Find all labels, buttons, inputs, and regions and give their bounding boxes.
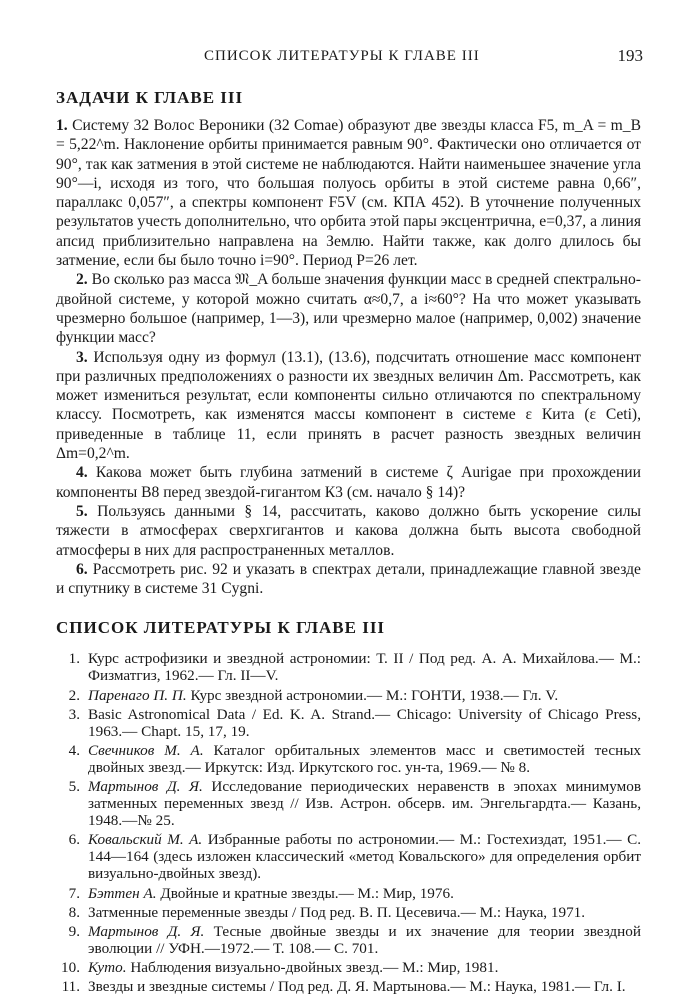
reference-author: Бэттен А. bbox=[88, 884, 157, 902]
reference-author: Паренаго П. П. bbox=[88, 686, 187, 704]
reference-number: 11. bbox=[61, 978, 80, 996]
reference-number: 9. bbox=[68, 922, 80, 940]
problem-item bbox=[56, 348, 641, 464]
page-number: 193 bbox=[617, 46, 643, 65]
running-head bbox=[56, 44, 641, 70]
reference-text: Каталог орбитальных элементов масс и светимостей тесных двойных звезд.— Иркутск: Изд. Иркутского гос. ун-та, 1969.— № 8. bbox=[88, 741, 642, 776]
problem-item bbox=[56, 560, 641, 599]
reference-author: Мартынов Д. Я. bbox=[88, 922, 205, 940]
problem-text: Пользуясь данными § 14, рассчитать, каково должно быть ускорение силы тяжести в атмосферах сверхгигантов и какова должна быть высота свободной атмосферы в них для распространенных металлов. bbox=[56, 502, 641, 559]
problems-list bbox=[56, 116, 641, 598]
reference-text: Исследование периодических неравенств в эпохах минимумов затменных переменных звезд // Изв. Астрон. обсерв. им. Энгельгардта.— Казань, 1948.—№ 25. bbox=[88, 778, 642, 830]
problem-item bbox=[56, 502, 641, 560]
reference-text: Курс звездной астрономии.— М.: ГОНТИ, 1938.— Гл. V. bbox=[190, 686, 559, 704]
reference-number: 3. bbox=[68, 705, 80, 723]
reference-author: Мартынов Д. Я. bbox=[88, 778, 203, 796]
problem-number: 5. bbox=[76, 502, 88, 520]
reference-number: 4. bbox=[68, 741, 80, 759]
problem-item bbox=[56, 116, 641, 270]
reference-item bbox=[56, 778, 641, 829]
reference-author: Ковальский М. А. bbox=[88, 831, 203, 849]
references-heading: СПИСОК ЛИТЕРАТУРЫ К ГЛАВЕ III bbox=[56, 618, 386, 638]
reference-item bbox=[56, 742, 641, 776]
reference-text: Курс астрофизики и звездной астрономии: Т. II / Под ред. А. А. Михайлова.— М.: Физматгиз, 1962.— Гл. II—V. bbox=[88, 650, 641, 685]
references-list bbox=[56, 650, 641, 995]
reference-item bbox=[56, 959, 641, 976]
reference-text: Затменные переменные звезды / Под ред. В. П. Цесевича.— М.: Наука, 1971. bbox=[88, 903, 586, 921]
problem-item bbox=[56, 463, 641, 502]
problem-item bbox=[56, 270, 641, 347]
problem-number: 1. bbox=[56, 117, 68, 134]
problem-number: 2. bbox=[76, 271, 88, 289]
problem-number: 4. bbox=[76, 464, 88, 482]
reference-item bbox=[56, 687, 641, 704]
reference-item bbox=[56, 978, 641, 995]
reference-text: Звезды и звездные системы / Под ред. Д. Я. Мартынова.— М.: Наука, 1981.— Гл. I. bbox=[88, 978, 626, 996]
reference-item bbox=[56, 706, 641, 740]
reference-item bbox=[56, 904, 641, 921]
reference-text: Тесные двойные звезды и их значение для теории звездной эволюции // УФН.—1972.— Т. 108.— С. 701. bbox=[88, 922, 642, 957]
running-title: СПИСОК ЛИТЕРАТУРЫ К ГЛАВЕ III bbox=[204, 48, 480, 64]
reference-item bbox=[56, 831, 641, 882]
reference-number: 8. bbox=[68, 903, 80, 921]
problems-heading: ЗАДАЧИ К ГЛАВЕ III bbox=[56, 88, 244, 107]
problem-text: Систему 32 Волос Вероники (32 Comae) образуют две звезды класса F5, m_A = m_B = 5,22^m. Наклонение орбиты принимается равным 90°. Фактически оно отличается от 90°, так как затмения в этой системе не наблюдаются. Найти наименьшее значение угла 90°—i, исходя из того, что большая полуось орбиты в этой системе равна 0,66″, параллакс 0,057″, а спектры компонент F5V (см. КПА 452). В уточнение полученных результатов учесть дополнительно, что орбита этой пары эксцентрична, e=0,37, а линия апсид приблизительно направлена на Землю. Найти также, как долго длилось бы затмение, если бы было точно i=90°. Период P=26 лет. bbox=[56, 117, 641, 270]
problem-text: Какова может быть глубина затмений в системе ζ Aurigae при прохождении компоненты B8 перед звездой-гигантом К3 (см. начало § 14)? bbox=[56, 464, 641, 501]
reference-number: 10. bbox=[61, 959, 80, 977]
reference-number: 5. bbox=[68, 778, 80, 796]
reference-author: Свечников М. А. bbox=[88, 741, 204, 759]
reference-text: Наблюдения визуально-двойных звезд.— М.: Мир, 1981. bbox=[130, 959, 499, 977]
reference-number: 7. bbox=[68, 884, 80, 902]
reference-number: 1. bbox=[68, 650, 80, 668]
reference-item bbox=[56, 885, 641, 902]
reference-item bbox=[56, 650, 641, 684]
problem-text: Во сколько раз масса 𝔐_A больше значения функции масс в средней спектрально-двойной системе, у которой можно считать α≈0,7, а i≈60°? На что может указывать чрезмерно большое (например, 1—3), или чрезмерно малое (например, 0,002) значение функции масс? bbox=[56, 271, 641, 347]
reference-text: Basic Astronomical Data / Ed. K. A. Strand.— Chicago: University of Chicago Press, 1963.— Chapt. 15, 17, 19. bbox=[88, 705, 641, 740]
reference-number: 2. bbox=[68, 686, 80, 704]
problem-text: Используя одну из формул (13.1), (13.6), подсчитать отношение масс компонент при различных предположениях о разности их звездных величин Δm. Рассмотреть, как может измениться результат, если компоненты сильно отличаются по спектральному классу. Посмотреть, как изменятся массы компонент в системе ε Кита (ε Ceti), приведенные в таблице 11, если принять в расчет разность звездных величин Δm=0,2^m. bbox=[56, 348, 641, 463]
reference-item bbox=[56, 923, 641, 957]
reference-text: Избранные работы по астрономии.— М.: Гостехиздат, 1951.— С. 144—164 (здесь изложен классический «метод Ковальского» для определения орбит визуально-двойных звезд). bbox=[88, 831, 641, 883]
problem-number: 3. bbox=[76, 348, 88, 366]
reference-number: 6. bbox=[68, 831, 80, 849]
reference-author: Куто. bbox=[88, 959, 127, 977]
problem-text: Рассмотреть рис. 92 и указать в спектрах детали, принадлежащие главной звезде и спутнику в системе 31 Cygni. bbox=[56, 560, 641, 598]
reference-text: Двойные и кратные звезды.— М.: Мир, 1976. bbox=[160, 884, 454, 902]
problem-number: 6. bbox=[76, 560, 88, 578]
